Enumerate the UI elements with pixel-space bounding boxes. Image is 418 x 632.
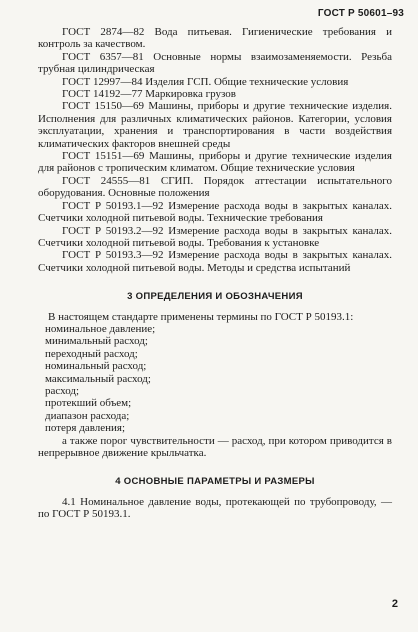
term-item: расход; [45, 384, 80, 397]
section-4-paragraph: 4.1 Номинальное давление воды, протекающей по трубопроводу, — по ГОСТ Р 50193.1. [38, 495, 392, 521]
reference-item: ГОСТ 12997—84 Изделия ГСП. Общие технические условия [62, 75, 349, 88]
reference-item: ГОСТ 15151—69 Машины, приборы и другие технические изделия для районов с тропическим климатом. Общие технические условия [38, 150, 392, 175]
document-body [38, 26, 392, 521]
reference-item: ГОСТ 2874—82 Вода питьевая. Гигиенические требования и контроль за качеством. [38, 26, 392, 51]
normative-references-list [38, 26, 392, 274]
section-3-intro: В настоящем стандарте применены термины по ГОСТ Р 50193.1: [48, 310, 354, 323]
reference-item: ГОСТ 24555—81 СГИП. Порядок аттестации испытательного оборудования. Основные положения [38, 174, 392, 200]
reference-item: ГОСТ Р 50193.2—92 Измерение расхода воды в закрытых каналах. Счетчики холодной питьевой воды. Требования к установке [38, 224, 392, 249]
term-item: номинальное давление; [45, 322, 156, 335]
reference-item: ГОСТ 6357—81 Основные нормы взаимозаменяемости. Резьба трубная цилиндрическая [38, 50, 392, 76]
standard-code-header: ГОСТ Р 50601–93 [317, 8, 404, 19]
section-4-title: 4 ОСНОВНЫЕ ПАРАМЕТРЫ И РАЗМЕРЫ [115, 476, 315, 488]
term-item: диапазон расхода; [45, 409, 130, 422]
sensitivity-threshold-note: а также порог чувствительности — расход, при котором приводится в непрерывное движение крыльчатка. [38, 434, 392, 459]
term-item: минимальный расход; [45, 335, 148, 348]
term-item: потеря давления; [45, 422, 126, 435]
page-number: 2 [391, 598, 398, 610]
term-item: протекший объем; [45, 397, 132, 410]
reference-item: ГОСТ 15150—69 Машины, приборы и другие технические изделия. Исполнения для различных климатических районов. Категории, условия эксплуатации, хранения и транспортирования в части воздействия климатических факторов внешней среды [38, 100, 392, 150]
terms-list [38, 323, 392, 435]
reference-item: ГОСТ Р 50193.3—92 Измерение расхода воды в закрытых каналах. Счетчики холодной питьевой воды. Методы и средства испытаний [38, 249, 392, 274]
term-item: номинальный расход; [45, 360, 147, 373]
reference-item: ГОСТ Р 50193.1—92 Измерение расхода воды в закрытых каналах. Счетчики холодной питьевой воды. Технические требования [38, 199, 392, 225]
term-item: максимальный расход; [45, 372, 151, 385]
section-3-title: 3 ОПРЕДЕЛЕНИЯ И ОБОЗНАЧЕНИЯ [127, 291, 303, 303]
term-item: переходный расход; [45, 347, 138, 360]
reference-item: ГОСТ 14192—77 Маркировка грузов [62, 88, 236, 101]
